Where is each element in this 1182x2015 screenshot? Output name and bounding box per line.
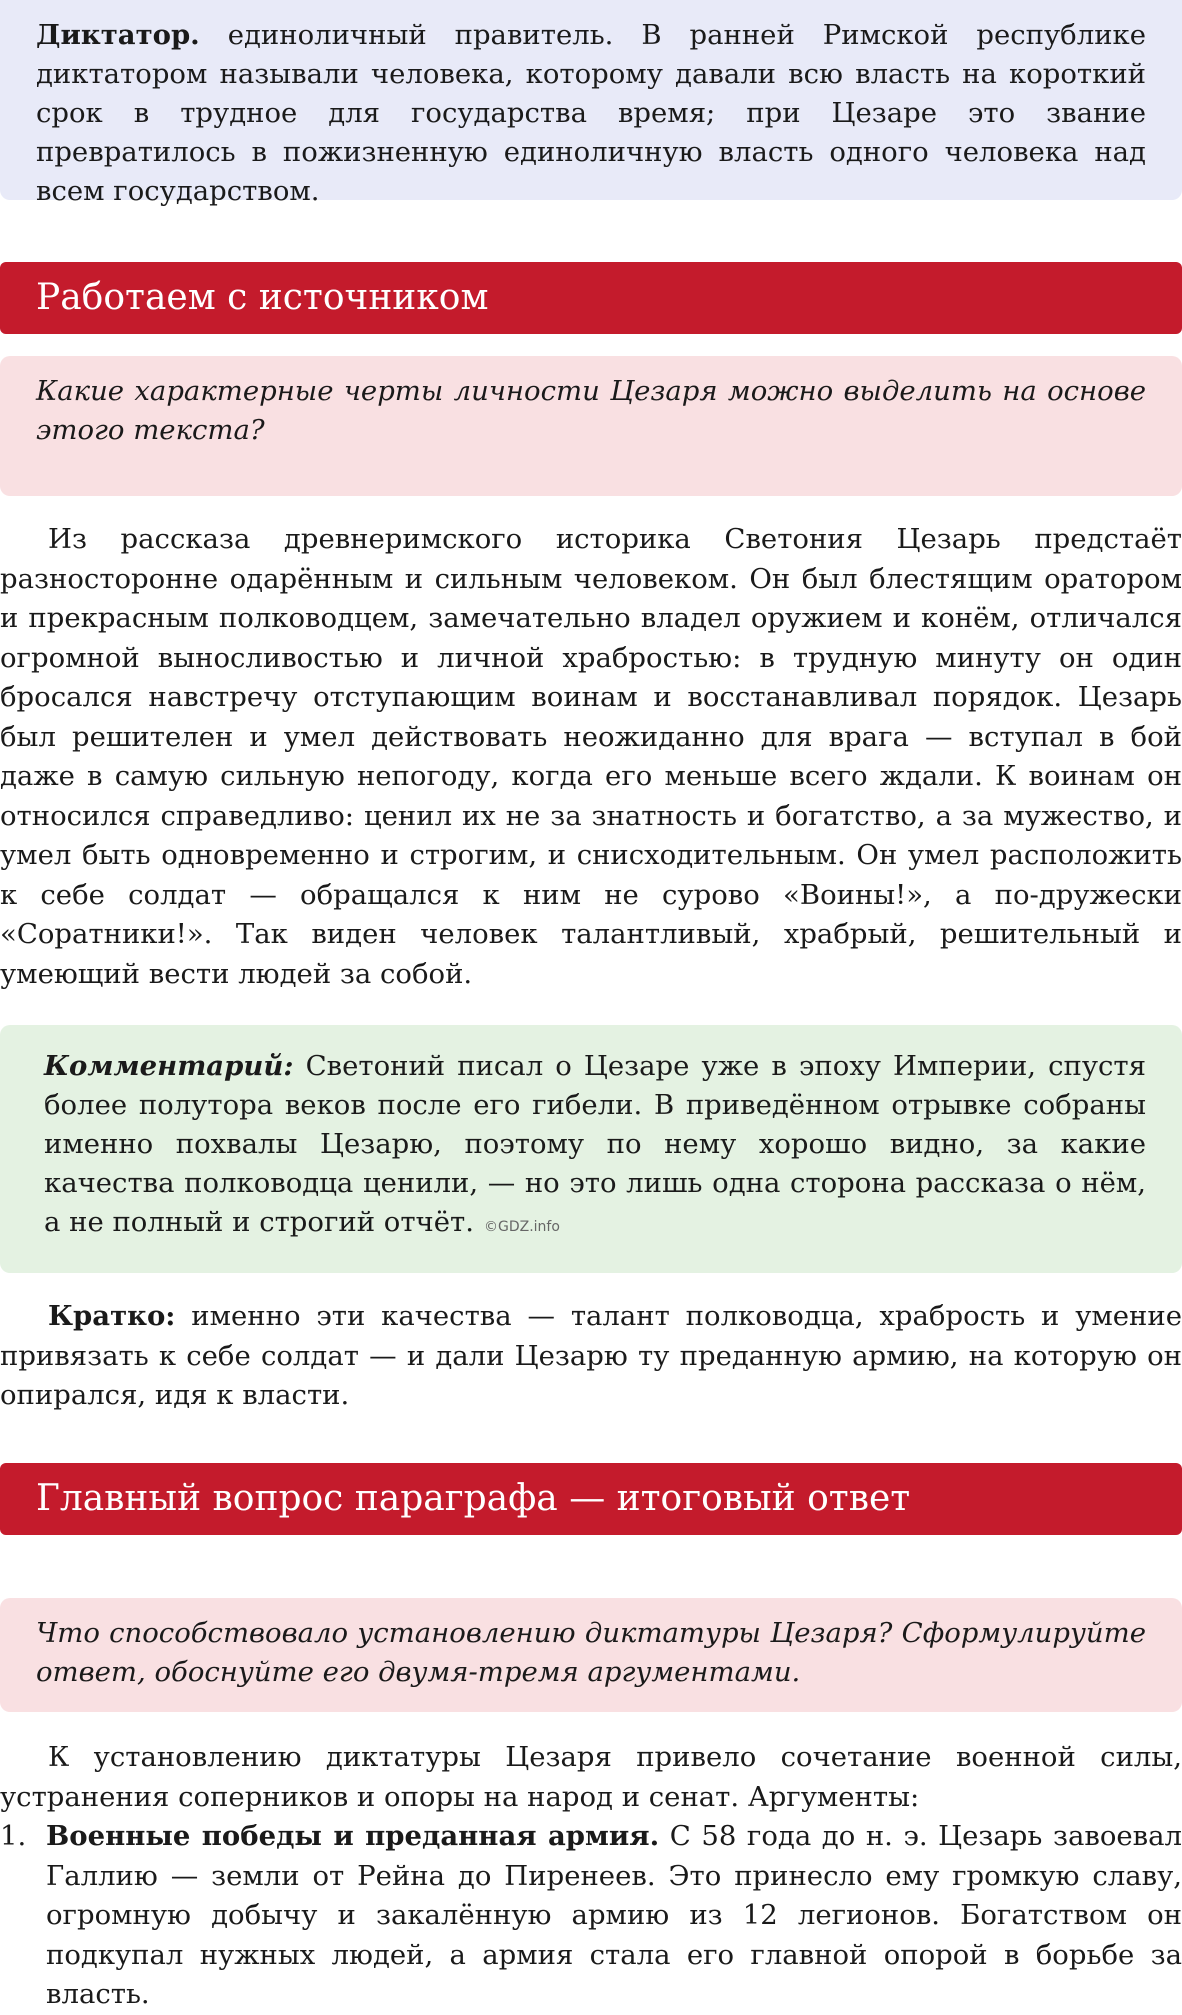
intro-main: К установлению диктатуры Цезаря привело сочетание военной силы, устранения соперников и опоры на народ и сенат. Аргументы: [0,1741,1182,1813]
section-banner-main [0,1463,1182,1535]
brief-text: именно эти качества — талант полководца, храбрость и умение привязать к себе солдат — и дали Цезарю ту преданную армию, на которую он опирался, идя к власти. [0,1300,1182,1411]
definition-box [0,0,1182,207]
list-item [0,1817,1182,2015]
definition-term: Диктатор. [36,19,200,51]
question-main: Что способствовало установлению диктатуры Цезаря? Сформулируйте ответ, обоснуйте его двумя-тремя аргументами. [36,1617,1146,1688]
section-title-source: Работаем с источником [36,277,489,318]
question-source: Какие характерные черты личности Цезаря можно выделить на основе этого текста? [36,375,1146,446]
section-banner-source [0,262,1182,334]
definition-text: единоличный правитель. В ранней Римской республике диктатором называли человека, которому давали всю власть на короткий срок в трудное для государства время; при Цезаре это звание превратилось в пожизненную единоличную власть одного человека над всем государством. [36,19,1146,207]
list-item-number: 1. [0,1820,27,1852]
list-item-title: Военные победы и преданная армия. [46,1820,660,1852]
comment-box [0,1025,1182,1273]
comment-label: Комментарий: [44,1050,294,1082]
copyright-label: ©GDZ.info [483,1219,560,1235]
question-box-source [0,356,1182,496]
comment-text: Светоний писал о Цезаре уже в эпоху Империи, спустя более полутора веков после его гибели. В приведённом отрывке собраны именно похвалы Цезарю, поэтому по нему хорошо видно, за какие качества полководца ценили, — но это лишь одна сторона рассказа о нём, а не полный и строгий отчёт. [44,1050,1146,1238]
brief-label: Кратко: [48,1300,176,1332]
question-box-main [0,1598,1182,1712]
list-item-text: С 58 года до н. э. Цезарь завоевал Галлию — земли от Рейна до Пиренеев. Это принесло ему громкую славу, огромную добычу и закалённую армию из 12 легионов. Богатством он подкупал нужных людей, а армия стала его главной опорой в борьбе за власть. [46,1820,1182,2010]
brief-paragraph [0,1297,1182,1416]
answer-source: Из рассказа древнеримского историка Светония Цезарь предстаёт разносторонне одарённым и сильным человеком. Он был блестящим оратором и прекрасным полководцем, замечательно владел оружием и конём, отличался огромной выносливостью и личной храбростью: в трудную минуту он один бросался навстречу отступающим воинам и восстанавливал порядок. Цезарь был решителен и умел действовать неожиданно для врага — вступал в бой даже в самую сильную непогоду, когда его меньше всего ждали. К воинам он относился справедливо: ценил их не за знатность и богатство, а за мужество, и умел быть одновременно и строгим, и снисходительным. Он умел расположить к себе солдат — обращался к ним не сурово «Воины!», а по-дружески «Соратники!». Так виден человек талантливый, храбрый, решительный и умеющий вести людей за собой. [0,523,1182,990]
section-title-main: Главный вопрос параграфа — итоговый ответ [36,1478,911,1519]
